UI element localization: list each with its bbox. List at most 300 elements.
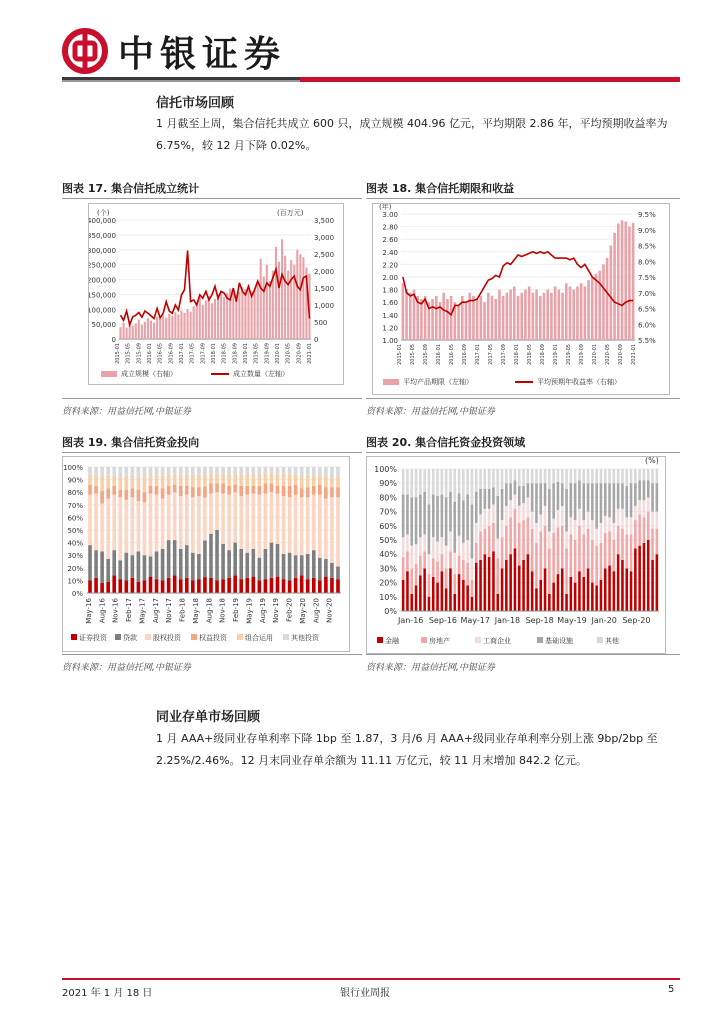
stacked-bar-segment bbox=[288, 475, 292, 486]
stacked-bar-segment bbox=[488, 469, 491, 489]
x-tick-label: Sep-18 bbox=[525, 616, 554, 625]
stacked-bar-segment bbox=[330, 467, 334, 477]
stacked-bar-segment bbox=[656, 469, 659, 483]
stacked-bar-segment bbox=[233, 543, 237, 576]
stacked-bar-segment bbox=[100, 467, 104, 476]
stacked-bar-segment bbox=[617, 509, 620, 526]
stacked-bar-segment bbox=[137, 467, 141, 477]
stacked-bar-segment bbox=[578, 526, 581, 571]
x-tick-label: Jan-20 bbox=[591, 616, 617, 625]
stacked-bar-segment bbox=[445, 469, 448, 497]
stacked-bar-segment bbox=[539, 469, 542, 483]
y-right-tick-label: 8.5% bbox=[638, 242, 656, 251]
stacked-bar-segment bbox=[324, 577, 328, 593]
stacked-bar-segment bbox=[324, 487, 328, 498]
x-tick-label: Feb-20 bbox=[285, 598, 294, 622]
y-tick-label: 20% bbox=[67, 564, 83, 573]
stacked-bar-segment bbox=[539, 514, 542, 531]
stacked-bar-segment bbox=[488, 557, 491, 611]
chart-bar bbox=[257, 282, 259, 339]
stacked-bar-segment bbox=[557, 482, 560, 510]
stacked-bar-segment bbox=[131, 555, 135, 578]
stacked-bar-segment bbox=[548, 469, 551, 489]
stacked-bar-segment bbox=[94, 578, 98, 593]
stacked-bar-segment bbox=[402, 537, 405, 557]
stacked-bar-segment bbox=[149, 467, 153, 475]
y-left-tick-label: 400,000 bbox=[89, 217, 116, 225]
stacked-bar-segment bbox=[608, 517, 611, 531]
stacked-bar-segment bbox=[432, 558, 435, 576]
stacked-bar-segment bbox=[423, 469, 426, 492]
stacked-bar-segment bbox=[276, 544, 280, 577]
stacked-bar-segment bbox=[294, 475, 298, 485]
stacked-bar-segment bbox=[264, 467, 268, 473]
stacked-bar-segment bbox=[608, 566, 611, 611]
stacked-bar-segment bbox=[514, 509, 517, 549]
chart-bar bbox=[153, 323, 155, 339]
stacked-bar-segment bbox=[561, 526, 564, 569]
stacked-bar-segment bbox=[643, 500, 646, 517]
stacked-bar-segment bbox=[604, 469, 607, 483]
stacked-bar-segment bbox=[406, 571, 409, 611]
stacked-bar-segment bbox=[621, 509, 624, 529]
stacked-bar-segment bbox=[324, 559, 328, 577]
legend-swatch-bar bbox=[383, 379, 399, 385]
stacked-bar-segment bbox=[318, 558, 322, 581]
stacked-bar-segment bbox=[143, 555, 147, 580]
chart-bar bbox=[247, 285, 249, 339]
x-tick-label: 2015-05 bbox=[125, 343, 132, 364]
stacked-bar-segment bbox=[651, 512, 654, 529]
stacked-bar-segment bbox=[406, 469, 409, 495]
stacked-bar-segment bbox=[300, 555, 304, 575]
stacked-bar-segment bbox=[264, 483, 268, 493]
stacked-bar-segment bbox=[595, 469, 598, 483]
stacked-bar-segment bbox=[209, 578, 213, 593]
stacked-bar-segment bbox=[191, 487, 195, 497]
x-tick-label: 2021-01 bbox=[307, 343, 313, 364]
chart-17-svg bbox=[89, 204, 343, 384]
stacked-bar-segment bbox=[570, 517, 573, 534]
chart-bar bbox=[610, 246, 613, 341]
x-tick-label: 2019-09 bbox=[264, 343, 271, 364]
stacked-bar-segment bbox=[88, 580, 92, 593]
x-tick-label: 2018-05 bbox=[527, 344, 533, 365]
stacked-bar-segment bbox=[203, 540, 207, 577]
stacked-bar-segment bbox=[294, 467, 298, 475]
stacked-bar-segment bbox=[258, 580, 262, 593]
stacked-bar-segment bbox=[306, 579, 310, 593]
x-tick-label: 2015-09 bbox=[423, 344, 429, 365]
stacked-bar-segment bbox=[604, 568, 607, 611]
y-tick-label: 90% bbox=[379, 479, 397, 489]
chart-bar bbox=[546, 290, 549, 340]
chart-bar bbox=[598, 271, 601, 340]
x-tick-label: 2020-09 bbox=[618, 344, 624, 365]
stacked-bar-segment bbox=[535, 543, 538, 588]
chart-bar bbox=[156, 317, 158, 339]
stacked-bar-segment bbox=[591, 520, 594, 540]
stacked-bar-segment bbox=[458, 493, 461, 536]
stacked-bar-segment bbox=[112, 550, 116, 575]
stacked-bar-segment bbox=[215, 492, 219, 530]
stacked-bar-segment bbox=[565, 489, 568, 532]
figure-19-rule bbox=[62, 452, 362, 453]
stacked-bar-segment bbox=[173, 485, 177, 493]
stacked-bar-segment bbox=[155, 476, 159, 486]
stacked-bar-segment bbox=[167, 486, 171, 495]
x-tick-label: Nov-17 bbox=[165, 598, 174, 623]
chart-bar bbox=[602, 264, 605, 340]
chart-bar bbox=[450, 296, 453, 340]
stacked-bar-segment bbox=[415, 469, 418, 497]
chart-bar bbox=[632, 223, 635, 340]
stacked-bar-segment bbox=[522, 503, 525, 520]
stacked-bar-segment bbox=[336, 497, 340, 566]
chart-bar bbox=[558, 290, 561, 340]
y-right-tick-label: 2,000 bbox=[314, 268, 335, 276]
chart-bar bbox=[202, 305, 204, 339]
stacked-bar-segment bbox=[544, 506, 547, 526]
legend-label: 成立规模（右轴） bbox=[121, 370, 177, 378]
stacked-bar-segment bbox=[131, 578, 135, 593]
legend-swatch bbox=[191, 634, 197, 640]
stacked-bar-segment bbox=[522, 469, 525, 486]
figure-18-source: 资料来源：用益信托网,中银证券 bbox=[366, 407, 495, 417]
stacked-bar-segment bbox=[312, 476, 316, 486]
chart-bar bbox=[241, 287, 243, 339]
chart-bar bbox=[617, 223, 620, 340]
stacked-bar-segment bbox=[410, 546, 413, 569]
stacked-bar-segment bbox=[215, 467, 219, 473]
stacked-bar-segment bbox=[161, 488, 165, 498]
chart-bar bbox=[494, 299, 497, 340]
stacked-bar-segment bbox=[415, 497, 418, 544]
stacked-bar-segment bbox=[617, 554, 620, 611]
chart-bar bbox=[260, 259, 262, 339]
x-tick-label: 2018-09 bbox=[232, 343, 239, 364]
stacked-bar-segment bbox=[527, 517, 530, 554]
stacked-bar-segment bbox=[406, 495, 409, 535]
chart-bar bbox=[269, 281, 271, 339]
stacked-bar-segment bbox=[484, 554, 487, 611]
stacked-bar-segment bbox=[288, 467, 292, 475]
paragraph-ncd-market: 1 月 AAA+级同业存单利率下降 1bp 至 1.87，3 月/6 月 AAA+级同业存单利率分别上涨 9bp/2bp 至 2.25%/2.46%。12 月末同业存单余额为 11.11 万亿元，较 11 月末增加 842.2 亿元。 bbox=[156, 732, 658, 767]
chart-bar bbox=[217, 294, 219, 339]
legend-swatch bbox=[237, 634, 243, 640]
stacked-bar-segment bbox=[436, 541, 439, 561]
stacked-bar-segment bbox=[143, 477, 147, 492]
legend-swatch bbox=[115, 634, 121, 640]
stacked-bar-segment bbox=[531, 529, 534, 572]
stacked-bar-segment bbox=[318, 580, 322, 593]
figure-17-bottom-rule bbox=[62, 398, 362, 399]
stacked-bar-segment bbox=[258, 495, 262, 558]
y-left-tick-label: 300,000 bbox=[89, 246, 116, 255]
chart-bar bbox=[165, 318, 167, 339]
stacked-bar-segment bbox=[185, 486, 189, 495]
x-tick-label: Sep-16 bbox=[428, 616, 458, 625]
figure-18-title: 图表 18. 集合信托期限和收益 bbox=[366, 182, 515, 195]
legend-label: 权益投资 bbox=[199, 634, 227, 642]
stacked-bar-segment bbox=[582, 577, 585, 611]
stacked-bar-segment bbox=[531, 469, 534, 483]
legend-label: 股权投资 bbox=[153, 634, 181, 642]
stacked-bar-segment bbox=[179, 486, 183, 496]
x-tick-label: 2018-05 bbox=[221, 343, 228, 364]
y-left-tick-label: 1.40 bbox=[382, 311, 398, 320]
stacked-bar-segment bbox=[488, 509, 491, 526]
stacked-bar-segment bbox=[544, 483, 547, 506]
stacked-bar-segment bbox=[112, 495, 116, 550]
stacked-bar-segment bbox=[282, 467, 286, 475]
stacked-bar-segment bbox=[570, 469, 573, 483]
stacked-bar-segment bbox=[441, 537, 444, 554]
stacked-bar-segment bbox=[137, 551, 141, 581]
y-left-tick-label: 250,000 bbox=[89, 261, 116, 270]
y-left-tick-label: 350,000 bbox=[89, 231, 116, 240]
stacked-bar-segment bbox=[245, 495, 249, 553]
chart-20-svg bbox=[367, 457, 665, 653]
figure-19-source: 资料来源：用益信托网,中银证券 bbox=[62, 663, 191, 673]
x-tick-label: Jan-18 bbox=[494, 616, 521, 625]
y-right-tick-label: 1,000 bbox=[314, 302, 335, 310]
x-tick-label: 2019-05 bbox=[566, 344, 572, 365]
stacked-bar-segment bbox=[578, 480, 581, 508]
stacked-bar-segment bbox=[276, 467, 280, 475]
stacked-bar-segment bbox=[118, 579, 122, 593]
stacked-bar-segment bbox=[587, 529, 590, 569]
stacked-bar-segment bbox=[161, 549, 165, 581]
stacked-bar-segment bbox=[402, 580, 405, 611]
x-tick-label: May-20 bbox=[298, 598, 307, 624]
stacked-bar-segment bbox=[155, 579, 159, 593]
stacked-bar-segment bbox=[94, 475, 98, 486]
stacked-bar-segment bbox=[505, 483, 508, 506]
stacked-bar-segment bbox=[318, 475, 322, 485]
stacked-bar-segment bbox=[488, 526, 491, 557]
chart-bar bbox=[498, 290, 501, 340]
paragraph-trust-market: 1 月截至上周，集合信托共成立 600 只，成立规模 404.96 亿元，平均期限 2.86 年，平均预期收益率为 6.75%，较 12 月下降 0.02%。 bbox=[156, 117, 668, 152]
chart-bar bbox=[144, 322, 146, 339]
stacked-bar-segment bbox=[484, 469, 487, 489]
chart-bar bbox=[299, 254, 301, 339]
chart-bar bbox=[595, 274, 598, 340]
stacked-bar-segment bbox=[565, 531, 568, 548]
stacked-bar-segment bbox=[548, 594, 551, 611]
stacked-bar-segment bbox=[466, 563, 469, 586]
chart-bar bbox=[162, 315, 164, 339]
stacked-bar-segment bbox=[544, 469, 547, 483]
chart-bar bbox=[550, 293, 553, 340]
chart-bar bbox=[232, 290, 234, 339]
stacked-bar-segment bbox=[505, 560, 508, 611]
stacked-bar-segment bbox=[509, 500, 512, 517]
stacked-bar-segment bbox=[475, 563, 478, 611]
stacked-bar-segment bbox=[475, 469, 478, 492]
y-right-tick-label: 3,000 bbox=[314, 234, 335, 242]
stacked-bar-segment bbox=[137, 501, 141, 551]
stacked-bar-segment bbox=[600, 580, 603, 611]
stacked-bar-segment bbox=[209, 473, 213, 483]
stacked-bar-segment bbox=[492, 505, 495, 523]
legend-label: 房地产 bbox=[429, 637, 450, 645]
stacked-bar-segment bbox=[479, 531, 482, 559]
stacked-bar-segment bbox=[191, 497, 195, 552]
stacked-bar-segment bbox=[88, 545, 92, 580]
x-tick-label: May-17 bbox=[460, 616, 490, 625]
stacked-bar-segment bbox=[161, 580, 165, 593]
stacked-bar-segment bbox=[518, 469, 521, 486]
figure-17-rule bbox=[62, 198, 362, 199]
stacked-bar-segment bbox=[449, 568, 452, 611]
chart-bar bbox=[572, 290, 575, 340]
stacked-bar-segment bbox=[324, 467, 328, 476]
stacked-bar-segment bbox=[106, 582, 110, 593]
stacked-bar-segment bbox=[124, 580, 128, 593]
stacked-bar-segment bbox=[143, 502, 147, 555]
stacked-bar-segment bbox=[600, 469, 603, 483]
stacked-bar-segment bbox=[227, 486, 231, 495]
x-tick-label: 2016-05 bbox=[449, 344, 455, 365]
x-tick-label: Nov-16 bbox=[111, 598, 120, 623]
stacked-bar-segment bbox=[496, 539, 499, 559]
x-tick-label: 2018-09 bbox=[540, 344, 546, 365]
chart-bar bbox=[244, 289, 246, 339]
chart-bar bbox=[587, 280, 590, 340]
x-tick-label: 2017-05 bbox=[488, 344, 494, 365]
stacked-bar-segment bbox=[191, 475, 195, 488]
axis-unit: (%) bbox=[645, 457, 659, 465]
stacked-bar-segment bbox=[428, 597, 431, 611]
stacked-bar-segment bbox=[574, 469, 577, 483]
footer-rule bbox=[62, 978, 680, 980]
stacked-bar-segment bbox=[595, 529, 598, 546]
stacked-bar-segment bbox=[501, 469, 504, 489]
stacked-bar-segment bbox=[445, 546, 448, 569]
stacked-bar-segment bbox=[634, 520, 637, 548]
stacked-bar-segment bbox=[484, 509, 487, 529]
stacked-bar-segment bbox=[179, 496, 183, 549]
stacked-bar-segment bbox=[312, 467, 316, 476]
x-tick-label: 2020-01 bbox=[592, 344, 598, 365]
stacked-bar-segment bbox=[587, 568, 590, 611]
chart-bar bbox=[296, 250, 298, 339]
stacked-bar-segment bbox=[509, 517, 512, 554]
stacked-bar-segment bbox=[185, 545, 189, 578]
legend-label: 平均产品期限（左轴） bbox=[403, 378, 473, 386]
stacked-bar-segment bbox=[651, 560, 654, 611]
stacked-bar-segment bbox=[518, 566, 521, 611]
stacked-bar-segment bbox=[479, 560, 482, 611]
x-tick-label: 2016-09 bbox=[168, 343, 175, 364]
stacked-bar-segment bbox=[264, 473, 268, 483]
y-tick-label: 50% bbox=[67, 527, 83, 535]
figure-20-chart bbox=[366, 456, 666, 654]
y-right-tick-label: 1,500 bbox=[314, 285, 335, 293]
legend-label: 其他投资 bbox=[291, 634, 319, 642]
chart-bar bbox=[405, 290, 408, 340]
stacked-bar-segment bbox=[282, 486, 286, 496]
chart-bar bbox=[183, 313, 185, 339]
chart-bar bbox=[126, 328, 128, 339]
y-tick-label: 20% bbox=[379, 578, 397, 588]
stacked-bar-segment bbox=[251, 486, 255, 494]
stacked-bar-segment bbox=[488, 489, 491, 509]
stacked-bar-segment bbox=[197, 467, 201, 475]
stacked-bar-segment bbox=[625, 486, 628, 517]
section-title-trust-market: 信托市场回顾 bbox=[156, 96, 235, 111]
chart-bar bbox=[199, 297, 201, 339]
stacked-bar-segment bbox=[548, 531, 551, 548]
stacked-bar-segment bbox=[518, 523, 521, 566]
stacked-bar-segment bbox=[221, 579, 225, 593]
chart-bar bbox=[561, 293, 564, 340]
stacked-bar-segment bbox=[582, 520, 585, 534]
chart-18-svg bbox=[373, 204, 669, 394]
chart-bar bbox=[150, 321, 152, 339]
stacked-bar-segment bbox=[449, 492, 452, 532]
stacked-bar-segment bbox=[561, 469, 564, 483]
stacked-bar-segment bbox=[449, 469, 452, 492]
chart-bar bbox=[168, 314, 170, 339]
stacked-bar-segment bbox=[288, 553, 292, 581]
y-left-tick-label: 1.00 bbox=[382, 337, 398, 345]
stacked-bar-segment bbox=[604, 483, 607, 516]
stacked-bar-segment bbox=[131, 467, 135, 476]
y-tick-label: 100% bbox=[63, 464, 83, 472]
chart-bar bbox=[147, 318, 149, 339]
stacked-bar-segment bbox=[428, 574, 431, 597]
stacked-bar-segment bbox=[197, 579, 201, 593]
stacked-bar-segment bbox=[643, 543, 646, 611]
legend-label: 平均预期年收益率（右轴） bbox=[537, 378, 621, 386]
stacked-bar-segment bbox=[233, 492, 237, 542]
stacked-bar-segment bbox=[318, 485, 322, 495]
stacked-bar-segment bbox=[471, 558, 474, 579]
stacked-bar-segment bbox=[161, 476, 165, 489]
stacked-bar-segment bbox=[239, 475, 243, 486]
stacked-bar-segment bbox=[270, 467, 274, 473]
stacked-bar-segment bbox=[656, 512, 659, 529]
x-tick-label: Feb-18 bbox=[178, 598, 187, 622]
stacked-bar-segment bbox=[557, 574, 560, 611]
stacked-bar-segment bbox=[336, 567, 340, 580]
y-tick-label: 90% bbox=[67, 476, 83, 485]
x-tick-label: 2020-01 bbox=[275, 343, 281, 364]
stacked-bar-segment bbox=[410, 469, 413, 497]
stacked-bar-segment bbox=[264, 549, 268, 579]
stacked-bar-segment bbox=[565, 469, 568, 489]
stacked-bar-segment bbox=[94, 486, 98, 494]
stacked-bar-segment bbox=[167, 495, 171, 540]
stacked-bar-segment bbox=[245, 486, 249, 495]
legend-swatch bbox=[377, 637, 383, 643]
stacked-bar-segment bbox=[531, 483, 534, 511]
stacked-bar-segment bbox=[149, 577, 153, 593]
stacked-bar-segment bbox=[330, 578, 334, 593]
stacked-bar-segment bbox=[143, 580, 147, 593]
chart-bar bbox=[576, 286, 579, 340]
stacked-bar-segment bbox=[634, 469, 637, 483]
stacked-bar-segment bbox=[501, 489, 504, 520]
x-tick-label: 2015-09 bbox=[136, 343, 143, 364]
stacked-bar-segment bbox=[522, 486, 525, 503]
stacked-bar-segment bbox=[557, 510, 560, 527]
stacked-bar-segment bbox=[191, 467, 195, 475]
chart-bar bbox=[420, 299, 423, 340]
stacked-bar-segment bbox=[578, 509, 581, 526]
